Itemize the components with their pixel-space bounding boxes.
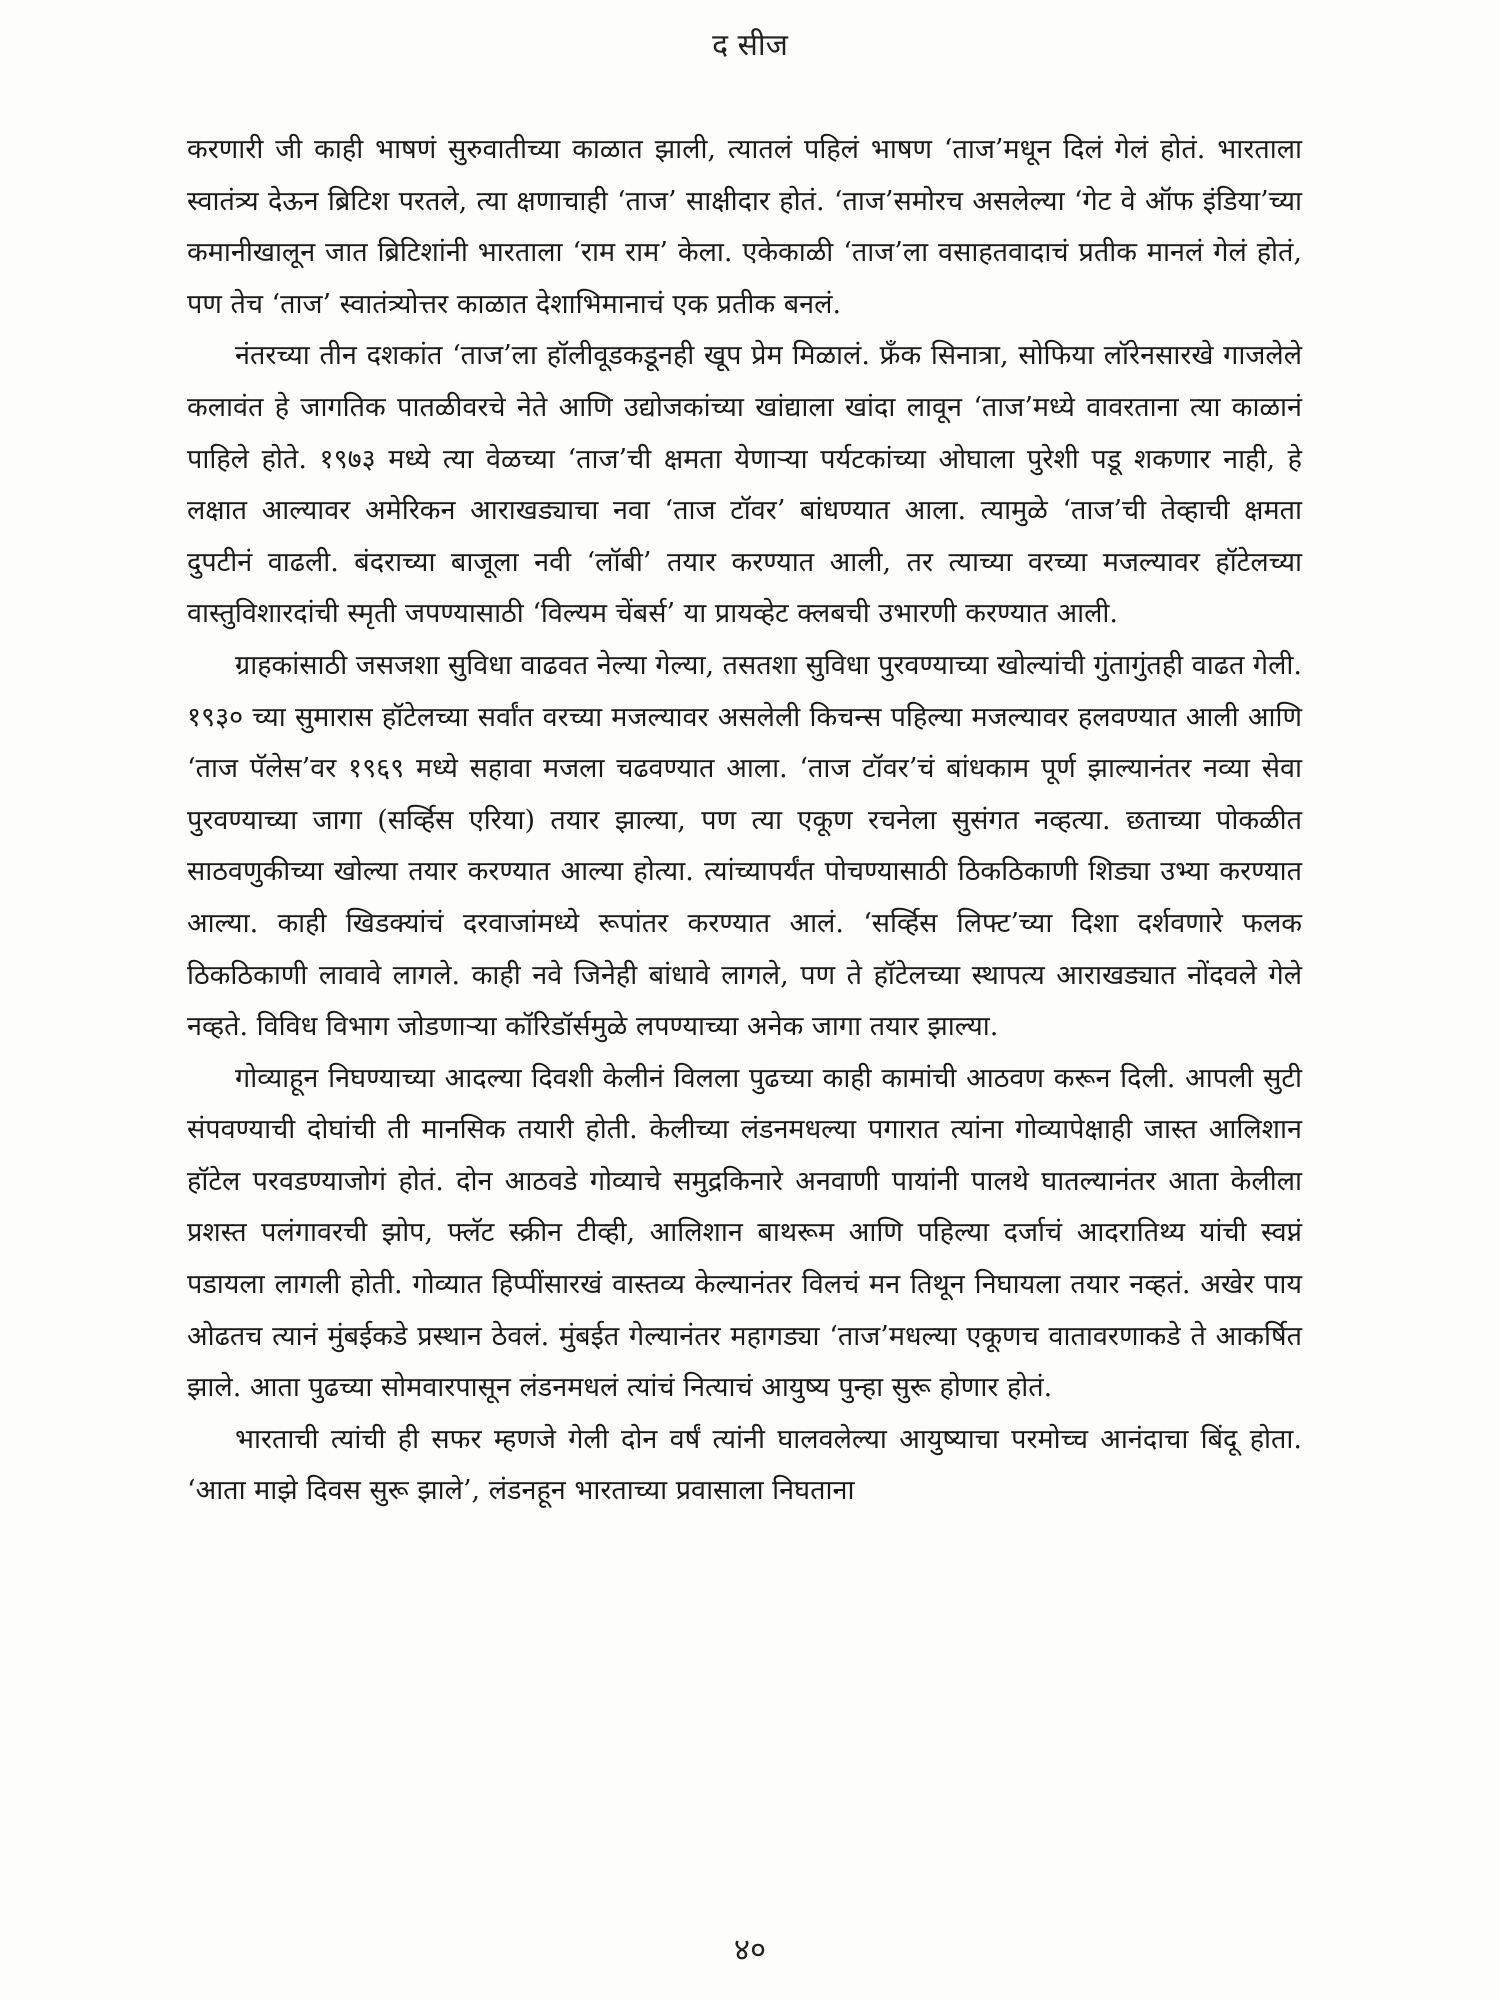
paragraph-5: भारताची त्यांची ही सफर म्हणजे गेली दोन वर्षं त्यांनी घालवलेल्या आयुष्याचा परमोच्च आनंदाचा बिंदू होता. ‘आता माझे दिवस सुरू झाले’, लंडनहून भारताच्या प्रवासाला निघताना bbox=[187, 1423, 1302, 1507]
paragraph-3: ग्राहकांसाठी जसजशा सुविधा वाढवत नेल्या गेल्या, तसतशा सुविधा पुरवण्याच्या खोल्यांची गुंतागुंतही वाढत गेली. १९३० च्या सुमारास हॉटेलच्या सर्वांत वरच्या मजल्यावर असलेली किचन्स पहिल्या मजल्यावर हलवण्यात आली आणि ‘ताज पॅलेस’वर १९६९ मध्ये सहावा मजला चढवण्यात आला. ‘ताज टॉवर’चं बांधकाम पूर्ण झाल्यानंतर नव्या सेवा पुरवण्याच्या जागा (सर्व्हिस एरिया) तयार झाल्या, पण त्या एकूण रचनेला सुसंगत नव्हत्या. छताच्या पोकळीत साठवणुकीच्या खोल्या तयार करण्यात आल्या होत्या. त्यांच्यापर्यंत पोचण्यासाठी ठिकठिकाणी शिड्या उभ्या करण्यात आल्या. काही खिडक्यांचं दरवाजांमध्ये रूपांतर करण्यात आलं. ‘सर्व्हिस लिफ्ट’च्या दिशा दर्शवणारे फलक ठिकठिकाणी लावावे लागले. काही नवे जिनेही बांधावे लागले, पण ते हॉटेलच्या स्थापत्य आराखड्यात नोंदवले गेले नव्हते. विविध विभाग जोडणाऱ्या कॉरिडॉर्समुळे लपण्याच्या अनेक जागा तयार झाल्या. bbox=[187, 649, 1302, 1043]
page-number: ४० bbox=[733, 1932, 767, 1968]
running-header: द सीज bbox=[712, 28, 788, 63]
paragraph-4: गोव्याहून निघण्याच्या आदल्या दिवशी केलीनं विलला पुढच्या काही कामांची आठवण करून दिली. आपली सुटी संपवण्याची दोघांची ती मानसिक तयारी होती. केलीच्या लंडनमधल्या पगारात त्यांना गोव्यापेक्षाही जास्त आलिशान हॉटेल परवडण्याजोगं होतं. दोन आठवडे गोव्याचे समुद्रकिनारे अनवाणी पायांनी पालथे घातल्यानंतर आता केलीला प्रशस्त पलंगावरची झोप, फ्लॅट स्क्रीन टीव्ही, आलिशान बाथरूम आणि पहिल्या दर्जाचं आदरातिथ्य यांची स्वप्नं पडायला लागली होती. गोव्यात हिप्पींसारखं वास्तव्य केल्यानंतर विलचं मन तिथून निघायला तयार नव्हतं. अखेर पाय ओढतच त्यानं मुंबईकडे प्रस्थान ठेवलं. मुंबईत गेल्यानंतर महागड्या ‘ताज’मधल्या एकूणच वातावरणाकडे ते आकर्षित झाले. आता पुढच्या सोमवारपासून लंडनमधलं त्यांचं नित्याचं आयुष्य पुन्हा सुरू होणार होतं. bbox=[187, 1062, 1302, 1404]
paragraph-2: नंतरच्या तीन दशकांत ‘ताज’ला हॉलीवूडकडूनही खूप प्रेम मिळालं. फ्रँक सिनात्रा, सोफिया लॉरेनसारखे गाजलेले कलावंत हे जागतिक पातळीवरचे नेते आणि उद्योजकांच्या खांद्याला खांदा लावून ‘ताज’मध्ये वावरताना त्या काळानं पाहिले होते. १९७३ मध्ये त्या वेळच्या ‘ताज’ची क्षमता येणाऱ्या पर्यटकांच्या ओघाला पुरेशी पडू शकणार नाही, हे लक्षात आल्यावर अमेरिकन आराखड्याचा नवा ‘ताज टॉवर’ बांधण्यात आला. त्यामुळे ‘ताज’ची तेव्हाची क्षमता दुपटीनं वाढली. बंदराच्या बाजूला नवी ‘लॉबी’ तयार करण्यात आली, तर त्याच्या वरच्या मजल्यावर हॉटेलच्या वास्तुविशारदांची स्मृती जपण्यासाठी ‘विल्यम चेंबर्स’ या प्रायव्हेट क्लबची उभारणी करण्यात आली. bbox=[187, 340, 1302, 630]
paragraph-1: करणारी जी काही भाषणं सुरुवातीच्या काळात झाली, त्यातलं पहिलं भाषण ‘ताज’मधून दिलं गेलं होतं. भारताला स्वातंत्र्य देऊन ब्रिटिश परतले, त्या क्षणाचाही ‘ताज’ साक्षीदार होतं. ‘ताज’समोरच असलेल्या ‘गेट वे ऑफ इंडिया’च्या कमानीखालून जात ब्रिटिशांनी भारताला ‘राम राम’ केला. एकेकाळी ‘ताज’ला वसाहतवादाचं प्रतीक मानलं गेलं होतं, पण तेच ‘ताज’ स्वातंत्र्योत्तर काळात देशाभिमानाचं एक प्रतीक बनलं. bbox=[187, 134, 1302, 320]
body-text bbox=[187, 124, 1302, 1517]
